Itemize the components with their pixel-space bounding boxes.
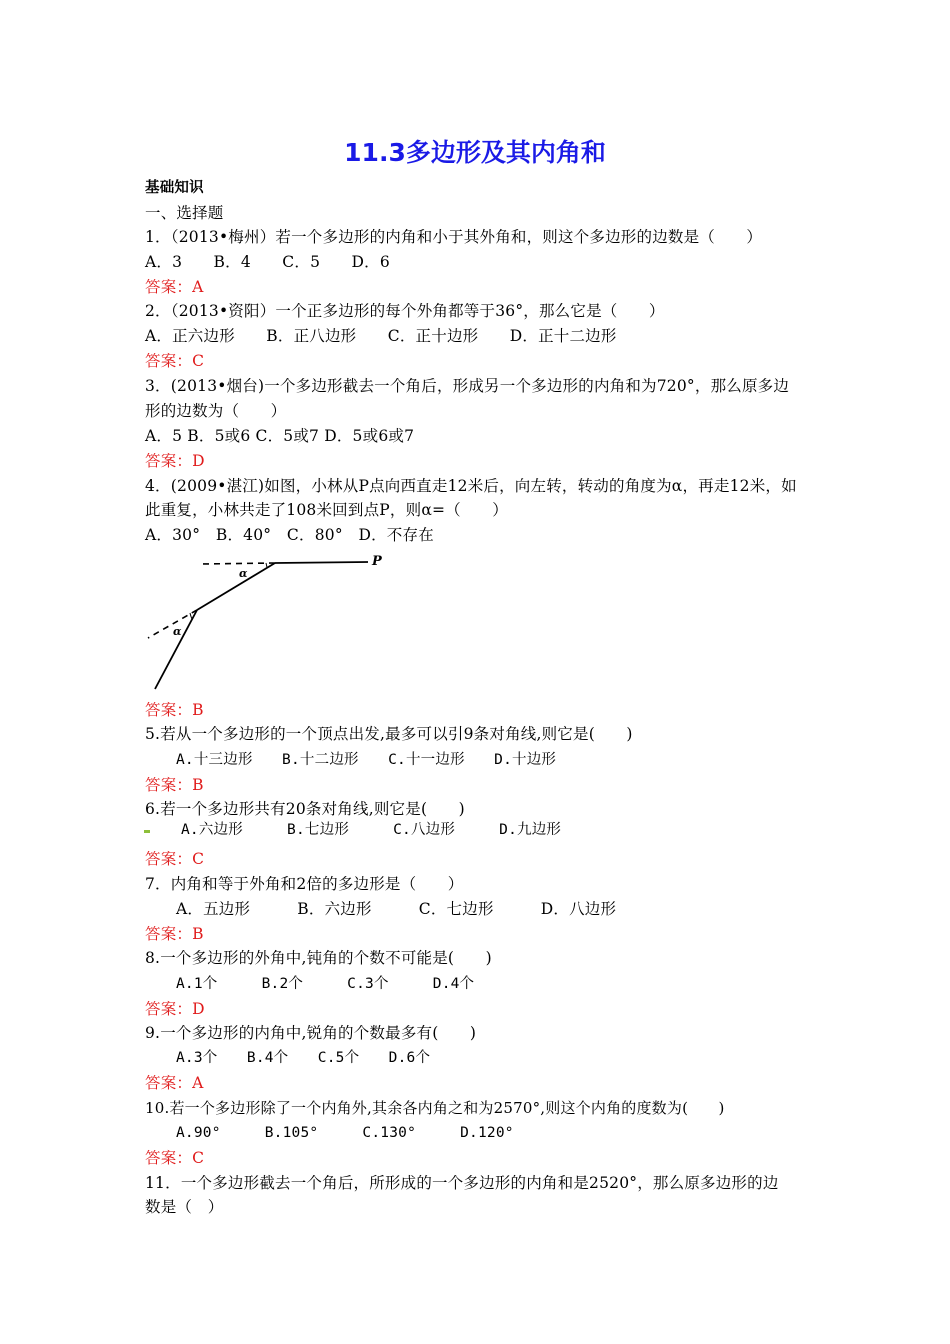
question-8-stem: 8.一个多边形的外角中,钝角的个数不可能是( ) [145, 949, 492, 967]
question-6-options: A.六边形 B.七边形 C.八边形 D.九边形 [181, 822, 562, 838]
question-5-stem: 5.若从一个多边形的一个顶点出发,最多可以引9条对角线,则它是( ) [145, 725, 633, 743]
question-5-options: A.十三边形 B.十二边形 C.十一边形 D.十边形 [176, 752, 557, 768]
question-3-stem-line2: 形的边数为（ ） [145, 402, 287, 420]
section-heading: 基础知识 [145, 180, 204, 196]
question-4-answer: 答案：B [145, 701, 204, 719]
question-11-stem-line1: 11．一个多边形截去一个角后，所形成的一个多边形的内角和是2520°，那么原多边形的边 [145, 1174, 779, 1192]
question-6-answer: 答案：C [145, 850, 205, 868]
question-9-stem: 9.一个多边形的内角中,锐角的个数最多有( ) [145, 1024, 477, 1042]
question-7-answer: 答案：B [145, 925, 204, 943]
page-title: 11.3多边形及其内角和 [344, 138, 606, 167]
question-9-options: A.3个 B.4个 C.5个 D.6个 [176, 1050, 431, 1066]
question-11-stem-line2: 数是（ ） [145, 1198, 224, 1216]
question-7-options: A．五边形 B．六边形 C．七边形 D．八边形 [176, 900, 617, 918]
subsection-heading: 一、选择题 [145, 204, 224, 222]
question-2-answer: 答案：C [145, 352, 205, 370]
question-4-options: A．30° B．40° C．80° D．不存在 [145, 526, 434, 544]
question-4-stem-line1: 4．(2009•湛江)如图，小林从P点向西直走12米后，向左转，转动的角度为α，再走12米，如 [145, 477, 797, 495]
figure-dashed-extension-1 [202, 563, 275, 564]
question-2-stem: 2．（2013•资阳）一个正多边形的每个外角都等于36°，那么它是（ ） [145, 302, 665, 320]
question-6-stem: 6.若一个多边形共有20条对角线,则它是( ) [145, 800, 465, 818]
question-8-options: A.1个 B.2个 C.3个 D.4个 [176, 976, 475, 992]
question-3-answer: 答案：D [145, 452, 205, 470]
question-5-answer: 答案：B [145, 776, 204, 794]
figure-angle-arc-1 [266, 563, 267, 568]
question-10-options: A.90° B.105° C.130° D.120° [176, 1125, 514, 1141]
question-1-stem: 1．（2013•梅州）若一个多边形的内角和小于其外角和，则这个多边形的边数是（ ） [145, 228, 763, 246]
question-3-stem-line1: 3．(2013•烟台)一个多边形截去一个角后，形成另一个多边形的内角和为720°，那么原多边 [145, 377, 790, 395]
figure-segment-1 [275, 562, 368, 563]
question-1-options: A．3 B．4 C．5 D．6 [145, 253, 390, 271]
question-4-stem-line2: 此重复，小林共走了108米回到点P，则α=（ ） [145, 501, 508, 519]
figure-alpha-label-2: α [173, 625, 182, 638]
question-2-options: A．正六边形 B．正八边形 C．正十边形 D．正十二边形 [145, 327, 617, 345]
question-3-options: A．5 B．5或6 C．5或7 D．5或6或7 [145, 427, 415, 445]
question-8-answer: 答案：D [145, 1000, 205, 1018]
edit-marker [144, 830, 150, 833]
question-9-answer: 答案：A [145, 1074, 204, 1092]
figure-alpha-label-1: α [239, 567, 248, 580]
figure-angle-arc-2 [190, 613, 192, 619]
question-10-stem: 10.若一个多边形除了一个内角外,其余各内角之和为2570°,则这个内角的度数为( ) [145, 1099, 725, 1117]
figure-segment-2 [197, 563, 275, 610]
figure-point-p-label: P [372, 554, 382, 569]
question-1-answer: 答案：A [145, 278, 204, 296]
question-7-stem: 7．内角和等于外角和2倍的多边形是（ ） [145, 875, 464, 893]
question-10-answer: 答案：C [145, 1149, 205, 1167]
question-4-figure [140, 548, 400, 696]
